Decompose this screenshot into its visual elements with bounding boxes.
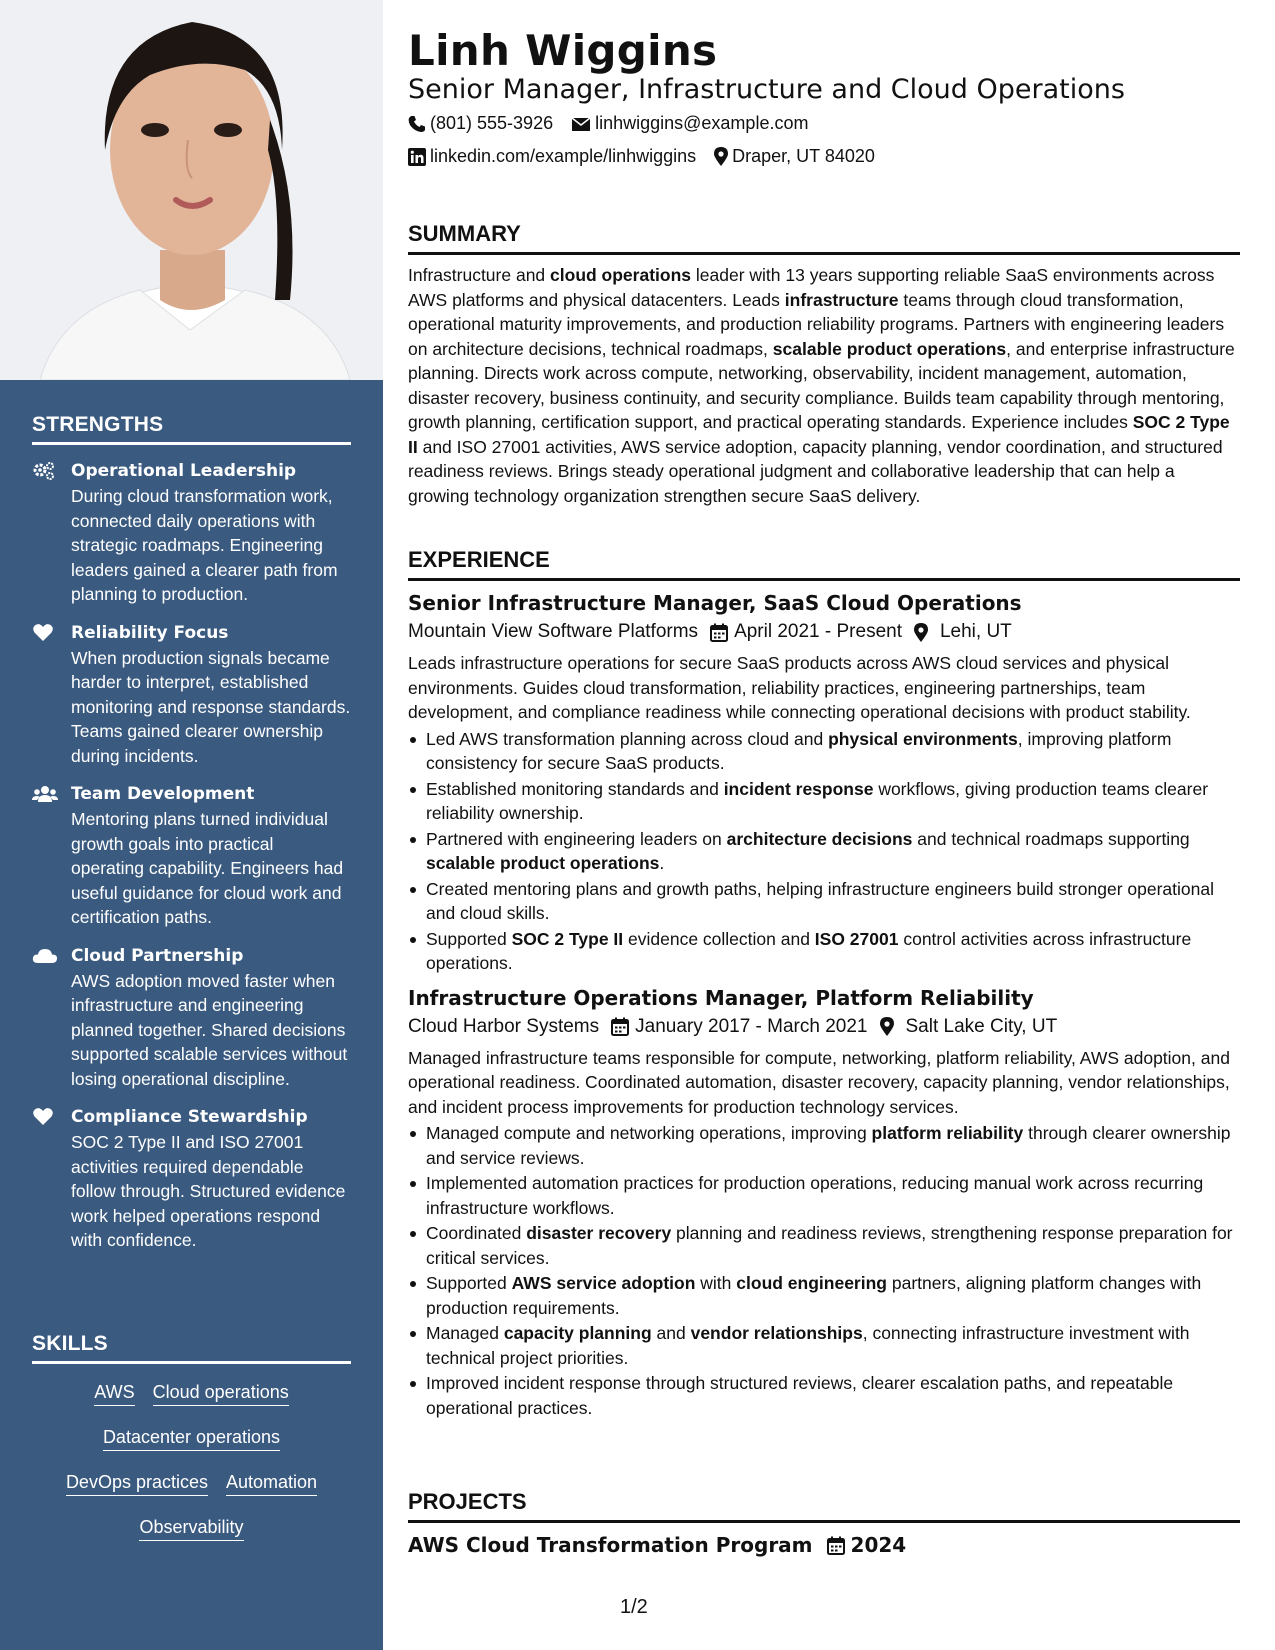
job-title: Infrastructure Operations Manager, Platform Reliability — [408, 985, 1034, 1010]
strength-text: During cloud transformation work, connected daily operations with strategic roadmaps. Engineering leaders gained a clearer path from planning to production. — [71, 486, 338, 604]
strength-item — [32, 944, 351, 1092]
candidate-role: Senior Manager, Infrastructure and Cloud Operations — [408, 74, 1125, 105]
phone-contact — [408, 113, 553, 134]
job-description: Leads infrastructure operations for secure SaaS products across AWS cloud services and physical environments. Guides cloud transformation, reliability practices, engineering partnerships, team development, and compliance readiness while connecting operational decisions with product stability. — [408, 653, 1191, 722]
job-bullets — [408, 1121, 1240, 1420]
page-number: 1/2 — [620, 1596, 648, 1618]
skills-section — [32, 1332, 351, 1560]
project-entry — [408, 1533, 1240, 1557]
job-description: Managed infrastructure teams responsible for compute, networking, platform reliability, AWS adoption, and operational readiness. Coordinated automation, disaster recovery, capacity planning, vendor relationships, and incident process improvements for production technology services. — [408, 1047, 1230, 1117]
location-text: Draper, UT 84020 — [732, 146, 875, 166]
contact-row-2 — [408, 146, 893, 167]
strength-title: Operational Leadership — [71, 461, 297, 481]
job-bullets — [408, 727, 1240, 976]
users-icon — [32, 784, 56, 804]
list-item: Implemented automation practices for production operations, reducing manual work across recurring infrastructure workflows. — [408, 1171, 1240, 1220]
map-pin-icon — [714, 147, 728, 166]
list-item: Managed compute and networking operations, improving platform reliability through clearer ownership and service reviews. — [408, 1121, 1240, 1170]
heart-icon — [32, 1107, 56, 1127]
job-dates: April 2021 - Present — [734, 621, 902, 642]
calendar-icon — [611, 1017, 629, 1036]
profile-photo — [0, 0, 383, 380]
map-pin-icon — [914, 623, 928, 642]
map-pin-icon — [880, 1017, 894, 1036]
list-item: Partnered with engineering leaders on architecture decisions and technical roadmaps supporting scalable product operations. — [408, 827, 1240, 876]
job-entry — [408, 986, 1240, 1421]
job-location: Lehi, UT — [939, 621, 1012, 642]
skill-tag: Observability — [139, 1515, 243, 1541]
job-dates: January 2017 - March 2021 — [635, 1015, 868, 1037]
company-name: Cloud Harbor Systems — [408, 1015, 600, 1037]
linkedin-icon — [408, 148, 426, 166]
experience-heading: EXPERIENCE — [408, 547, 1240, 581]
linkedin-link[interactable]: linkedin.com/example/linhwiggins — [430, 146, 697, 166]
strength-title: Compliance Stewardship — [71, 1107, 308, 1127]
experience-section — [408, 547, 1240, 1421]
list-item: Established monitoring standards and incident response workflows, giving production teams clearer reliability ownership. — [408, 777, 1240, 826]
location-contact — [714, 146, 875, 167]
job-entry — [408, 591, 1240, 976]
phone-text: (801) 555-3926 — [430, 113, 554, 133]
strength-title: Team Development — [71, 784, 255, 804]
list-item: Coordinated disaster recovery planning and readiness reviews, strengthening response preparation for critical services. — [408, 1221, 1240, 1270]
skills-list — [32, 1380, 351, 1541]
list-item: Supported SOC 2 Type II evidence collection and ISO 27001 control activities across infrastructure operations. — [408, 927, 1240, 976]
job-meta — [408, 1016, 1240, 1038]
email-link[interactable]: linhwiggins@example.com — [595, 113, 809, 133]
projects-heading: PROJECTS — [408, 1489, 1240, 1523]
strengths-heading: STRENGTHS — [32, 413, 351, 445]
summary-heading: SUMMARY — [408, 221, 1240, 255]
cloud-icon — [32, 946, 56, 966]
strength-item — [32, 459, 351, 607]
skill-tag: Datacenter operations — [103, 1425, 280, 1451]
envelope-icon — [571, 116, 591, 132]
linkedin-contact[interactable] — [408, 146, 696, 167]
strength-title: Cloud Partnership — [71, 945, 244, 966]
strength-text: AWS adoption moved faster when infrastructure and engineering planned together. Shared decisions supported scalable services without losing operational discipline. — [71, 970, 348, 1089]
strength-title: Reliability Focus — [71, 622, 229, 643]
job-title: Senior Infrastructure Manager, SaaS Cloud Operations — [408, 591, 1022, 615]
list-item: Improved incident response through structured reviews, clearer escalation paths, and repeatable operational practices. — [408, 1371, 1240, 1420]
skill-tag: Automation — [226, 1470, 317, 1496]
gears-icon — [32, 461, 56, 481]
calendar-icon — [710, 623, 728, 642]
strength-text: SOC 2 Type II and ISO 27001 activities required dependable follow through. Structured evidence work helped operations respond with confidence. — [71, 1132, 346, 1250]
skill-tag: DevOps practices — [66, 1470, 208, 1496]
contact-row — [408, 113, 826, 134]
strength-text: When production signals became harder to interpret, established monitoring and response standards. Teams gained clearer ownership during incidents. — [71, 647, 351, 766]
sidebar — [0, 0, 383, 1650]
list-item: Led AWS transformation planning across cloud and physical environments, improving platform consistency for secure SaaS products. — [408, 727, 1240, 776]
project-year: 2024 — [850, 1533, 907, 1557]
email-contact[interactable] — [571, 113, 808, 134]
skills-heading: SKILLS — [32, 1332, 351, 1364]
heart-icon — [32, 623, 56, 643]
strength-item — [32, 621, 351, 769]
list-item: Created mentoring plans and growth paths, helping infrastructure engineers build stronger operational and cloud skills. — [408, 877, 1240, 926]
strengths-section — [32, 413, 351, 1253]
job-meta — [408, 621, 1240, 643]
job-location: Salt Lake City, UT — [905, 1015, 1058, 1037]
summary-text: Infrastructure and cloud operations leader with 13 years supporting reliable SaaS environments across AWS platforms and physical datacenters. Leads infrastructure teams through cloud transformation, operational maturity improvements, and production reliability programs. Partners with engineering leaders on architecture decisions, technical roadmaps, scalable product operations, and enterprise infrastructure planning. Directs work across compute, networking, observability, incident management, automation, disaster recovery, business continuity, and security compliance. Builds team capability through mentoring, growth planning, certification support, and practical operating standards. Experience includes SOC 2 Type II and ISO 27001 activities, AWS service adoption, capacity planning, vendor coordination, and structured readiness reviews. Brings steady operational judgment and collaborative leadership that can help a growing technology organization strengthen secure SaaS delivery. — [408, 265, 1235, 506]
projects-section — [408, 1489, 1240, 1557]
skill-tag: AWS — [94, 1380, 134, 1406]
list-item: Managed capacity planning and vendor relationships, connecting infrastructure investment with technical project priorities. — [408, 1321, 1240, 1370]
summary-section — [408, 221, 1240, 508]
project-title: AWS Cloud Transformation Program — [408, 1533, 813, 1557]
phone-icon — [408, 115, 426, 133]
strength-item — [32, 782, 351, 930]
list-item: Supported AWS service adoption with cloud engineering partners, aligning platform changes with production requirements. — [408, 1271, 1240, 1320]
calendar-icon — [827, 1536, 845, 1555]
strength-item — [32, 1105, 351, 1253]
strength-text: Mentoring plans turned individual growth goals into practical operating capability. Engineers had useful guidance for cloud work and certification paths. — [71, 809, 344, 927]
skill-tag: Cloud operations — [153, 1380, 289, 1406]
company-name: Mountain View Software Platforms — [408, 621, 699, 642]
candidate-name: Linh Wiggins — [408, 26, 718, 75]
